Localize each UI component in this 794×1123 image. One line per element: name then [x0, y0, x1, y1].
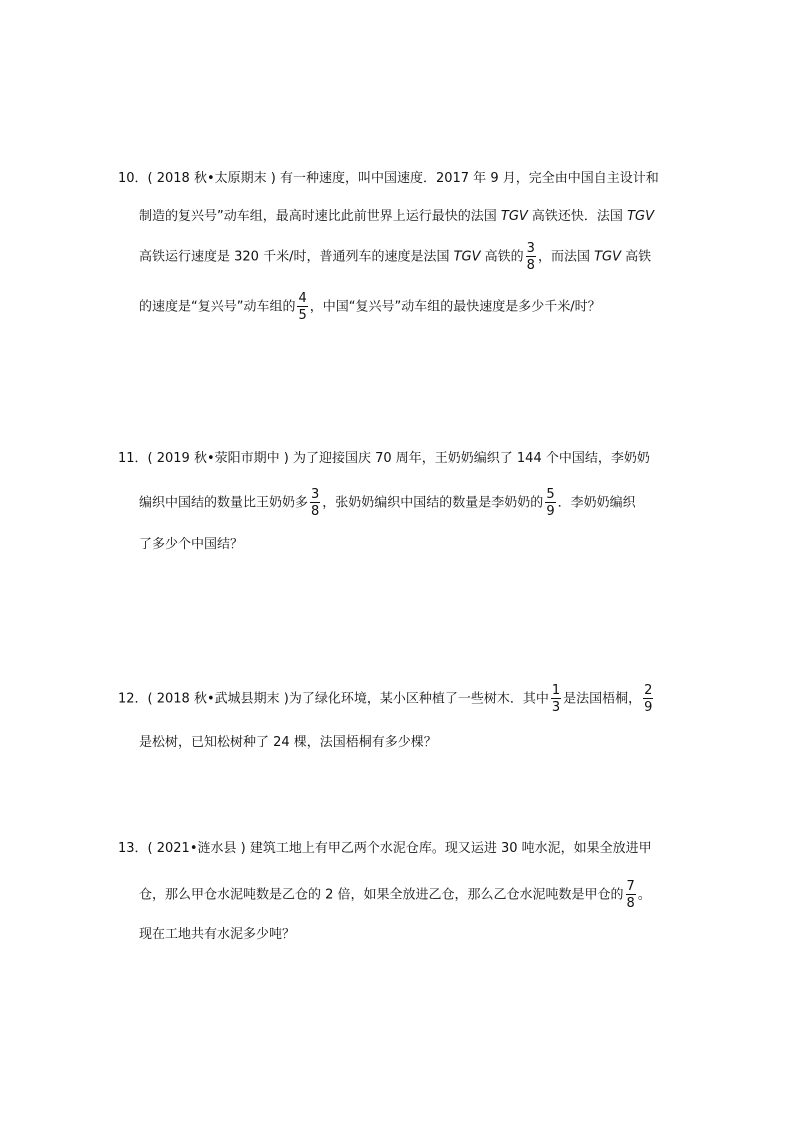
fraction-4-5	[297, 292, 307, 322]
text: ，而法国	[537, 249, 595, 265]
numerator: 1	[551, 683, 561, 698]
fraction-3-8	[310, 488, 320, 518]
text: ．李奶奶编织	[557, 495, 636, 511]
problem-13-line-3: 现在工地共有水泥多少吨？	[139, 927, 296, 942]
text: 编织中国结的数量比王奶奶多	[139, 495, 309, 511]
problem-13-line-2	[139, 880, 651, 910]
text: ，中国“复兴号”动车组的最快速度是多少千米/时？	[309, 299, 601, 315]
denominator: 8	[526, 258, 535, 273]
text: ，张奶奶编织中国结的数量是李奶奶的	[322, 495, 544, 511]
text: 高铁运行速度是 320 千米/时，普通列车的速度是法国	[139, 249, 454, 265]
problem-11-line-1: 11．( 2019 秋•荥阳市期中 ) 为了迎接国庆 70 周年，王奶奶编织了 144 个中国结，李奶奶	[118, 451, 650, 466]
denominator: 8	[311, 504, 320, 519]
text: 仓，那么甲仓水泥吨数是乙仓的 2 倍，如果全放进乙仓，那么乙仓水泥吨数是甲仓的	[139, 887, 624, 903]
problem-10-line-3	[139, 242, 651, 272]
fraction-1-3	[551, 684, 561, 714]
text: 高铁还快．法国	[527, 209, 628, 224]
text: 是法国梧桐，	[563, 691, 642, 707]
numerator: 4	[298, 291, 307, 306]
numerator: 7	[626, 879, 635, 894]
problem-11-line-3: 了多少个中国结？	[139, 537, 244, 552]
problem-10-line-1: 10．( 2018 秋•太原期末 ) 有一种速度，叫中国速度．2017 年 9 月，完全由中国自主设计和	[118, 171, 659, 186]
problem-12-line-2: 是松树，已知松树种了 24 棵，法国梧桐有多少棵？	[139, 735, 437, 750]
problem-10-line-4	[139, 292, 601, 322]
problem-13-line-1: 13．( 2021•涟水县 ) 建筑工地上有甲乙两个水泥仓库。现又运进 30 吨水泥，如果全放进甲	[118, 841, 652, 856]
numerator: 2	[644, 683, 653, 698]
tgv-text: TGV	[453, 249, 481, 265]
tgv-text: TGV	[594, 249, 621, 265]
denominator: 9	[546, 504, 555, 519]
fraction-7-8	[626, 880, 636, 910]
text: 。	[637, 887, 651, 903]
fraction-3-8	[526, 242, 536, 272]
text: 高铁	[621, 249, 652, 265]
denominator: 9	[644, 700, 653, 715]
text: 12．( 2018 秋•武城县期末 )为了绿化环境，某小区种植了一些树木．其中	[118, 691, 549, 707]
fraction-5-9	[545, 488, 555, 518]
numerator: 3	[311, 487, 320, 502]
denominator: 5	[298, 308, 307, 323]
text: 制造的复兴号”动车组，最高时速比此前世界上运行最快的法国	[139, 209, 501, 224]
problem-12-line-1	[118, 684, 655, 714]
problem-11-line-2	[139, 488, 636, 518]
text: 高铁的	[480, 249, 524, 265]
numerator: 5	[546, 487, 555, 502]
problem-10-line-2	[139, 208, 654, 226]
tgv-text: TGV	[500, 209, 528, 224]
denominator: 8	[626, 896, 635, 911]
fraction-2-9	[643, 684, 653, 714]
numerator: 3	[526, 241, 535, 256]
tgv-text: TGV	[627, 209, 654, 224]
text: 的速度是“复兴号”动车组的	[139, 299, 296, 315]
denominator: 3	[551, 700, 561, 715]
